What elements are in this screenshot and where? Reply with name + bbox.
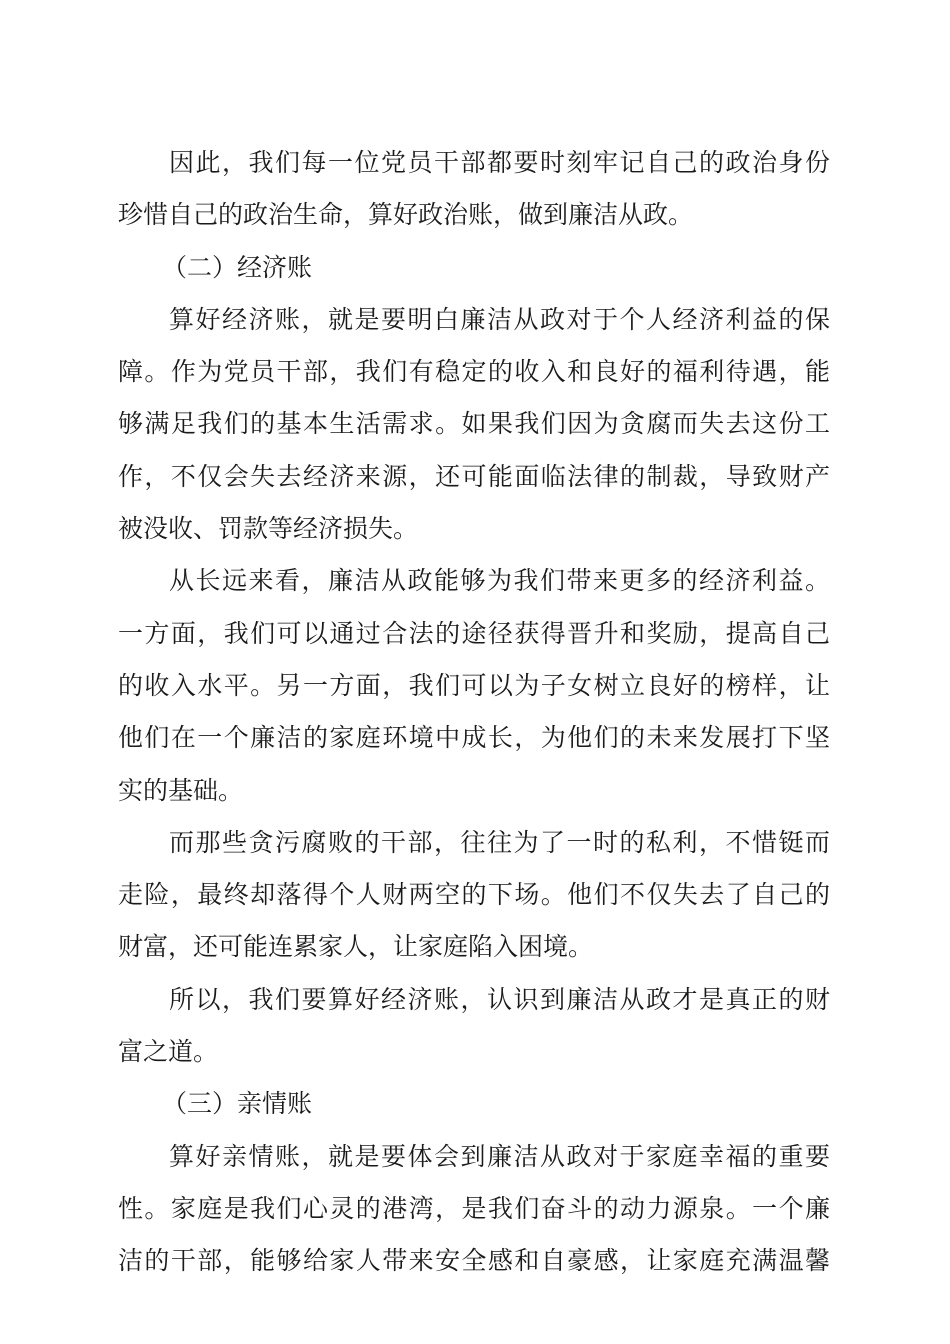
- paragraph-line: 从长远来看，廉洁从政能够为我们带来更多的经济利益。: [169, 566, 830, 596]
- paragraph-line: 一方面，我们可以通过合法的途径获得晋升和奖励，提高自己: [118, 618, 830, 648]
- paragraph-line: 作，不仅会失去经济来源，还可能面临法律的制裁，导致财产: [118, 461, 830, 491]
- paragraph-line: 洁的干部，能够给家人带来安全感和自豪感，让家庭充满温馨: [118, 1246, 830, 1276]
- paragraph-line: 的收入水平。另一方面，我们可以为子女树立良好的榜样，让: [118, 670, 830, 700]
- paragraph-line: 珍惜自己的政治生命，算好政治账，做到廉洁从政。: [118, 200, 694, 230]
- paragraph-line: 算好亲情账，就是要体会到廉洁从政对于家庭幸福的重要: [169, 1141, 830, 1171]
- section-heading-economic: （二）经济账: [162, 252, 313, 282]
- paragraph-line: 被没收、罚款等经济损失。: [118, 514, 419, 544]
- paragraph-line: 他们在一个廉洁的家庭环境中成长，为他们的未来发展打下坚: [118, 723, 830, 753]
- paragraph-line: 富之道。: [118, 1037, 219, 1067]
- paragraph-line: 够满足我们的基本生活需求。如果我们因为贪腐而失去这份工: [118, 409, 830, 439]
- paragraph-line: 走险，最终却落得个人财两空的下场。他们不仅失去了自己的: [118, 880, 830, 910]
- section-heading-family: （三）亲情账: [162, 1089, 313, 1119]
- paragraph-line: 因此，我们每一位党员干部都要时刻牢记自己的政治身份: [169, 148, 830, 177]
- paragraph-line: 财富，还可能连累家人，让家庭陷入困境。: [118, 932, 594, 962]
- paragraph-line: 障。作为党员干部，我们有稳定的收入和良好的福利待遇，能: [118, 357, 830, 387]
- paragraph-line: 算好经济账，就是要明白廉洁从政对于个人经济利益的保: [169, 304, 830, 334]
- paragraph-line: 而那些贪污腐败的干部，往往为了一时的私利，不惜铤而: [169, 827, 830, 857]
- paragraph-line: 实的基础。: [118, 775, 244, 805]
- paragraph-line: 性。家庭是我们心灵的港湾，是我们奋斗的动力源泉。一个廉: [118, 1193, 830, 1223]
- paragraph-line: 所以，我们要算好经济账，认识到廉洁从政才是真正的财: [169, 984, 830, 1014]
- document-body: [118, 137, 830, 1288]
